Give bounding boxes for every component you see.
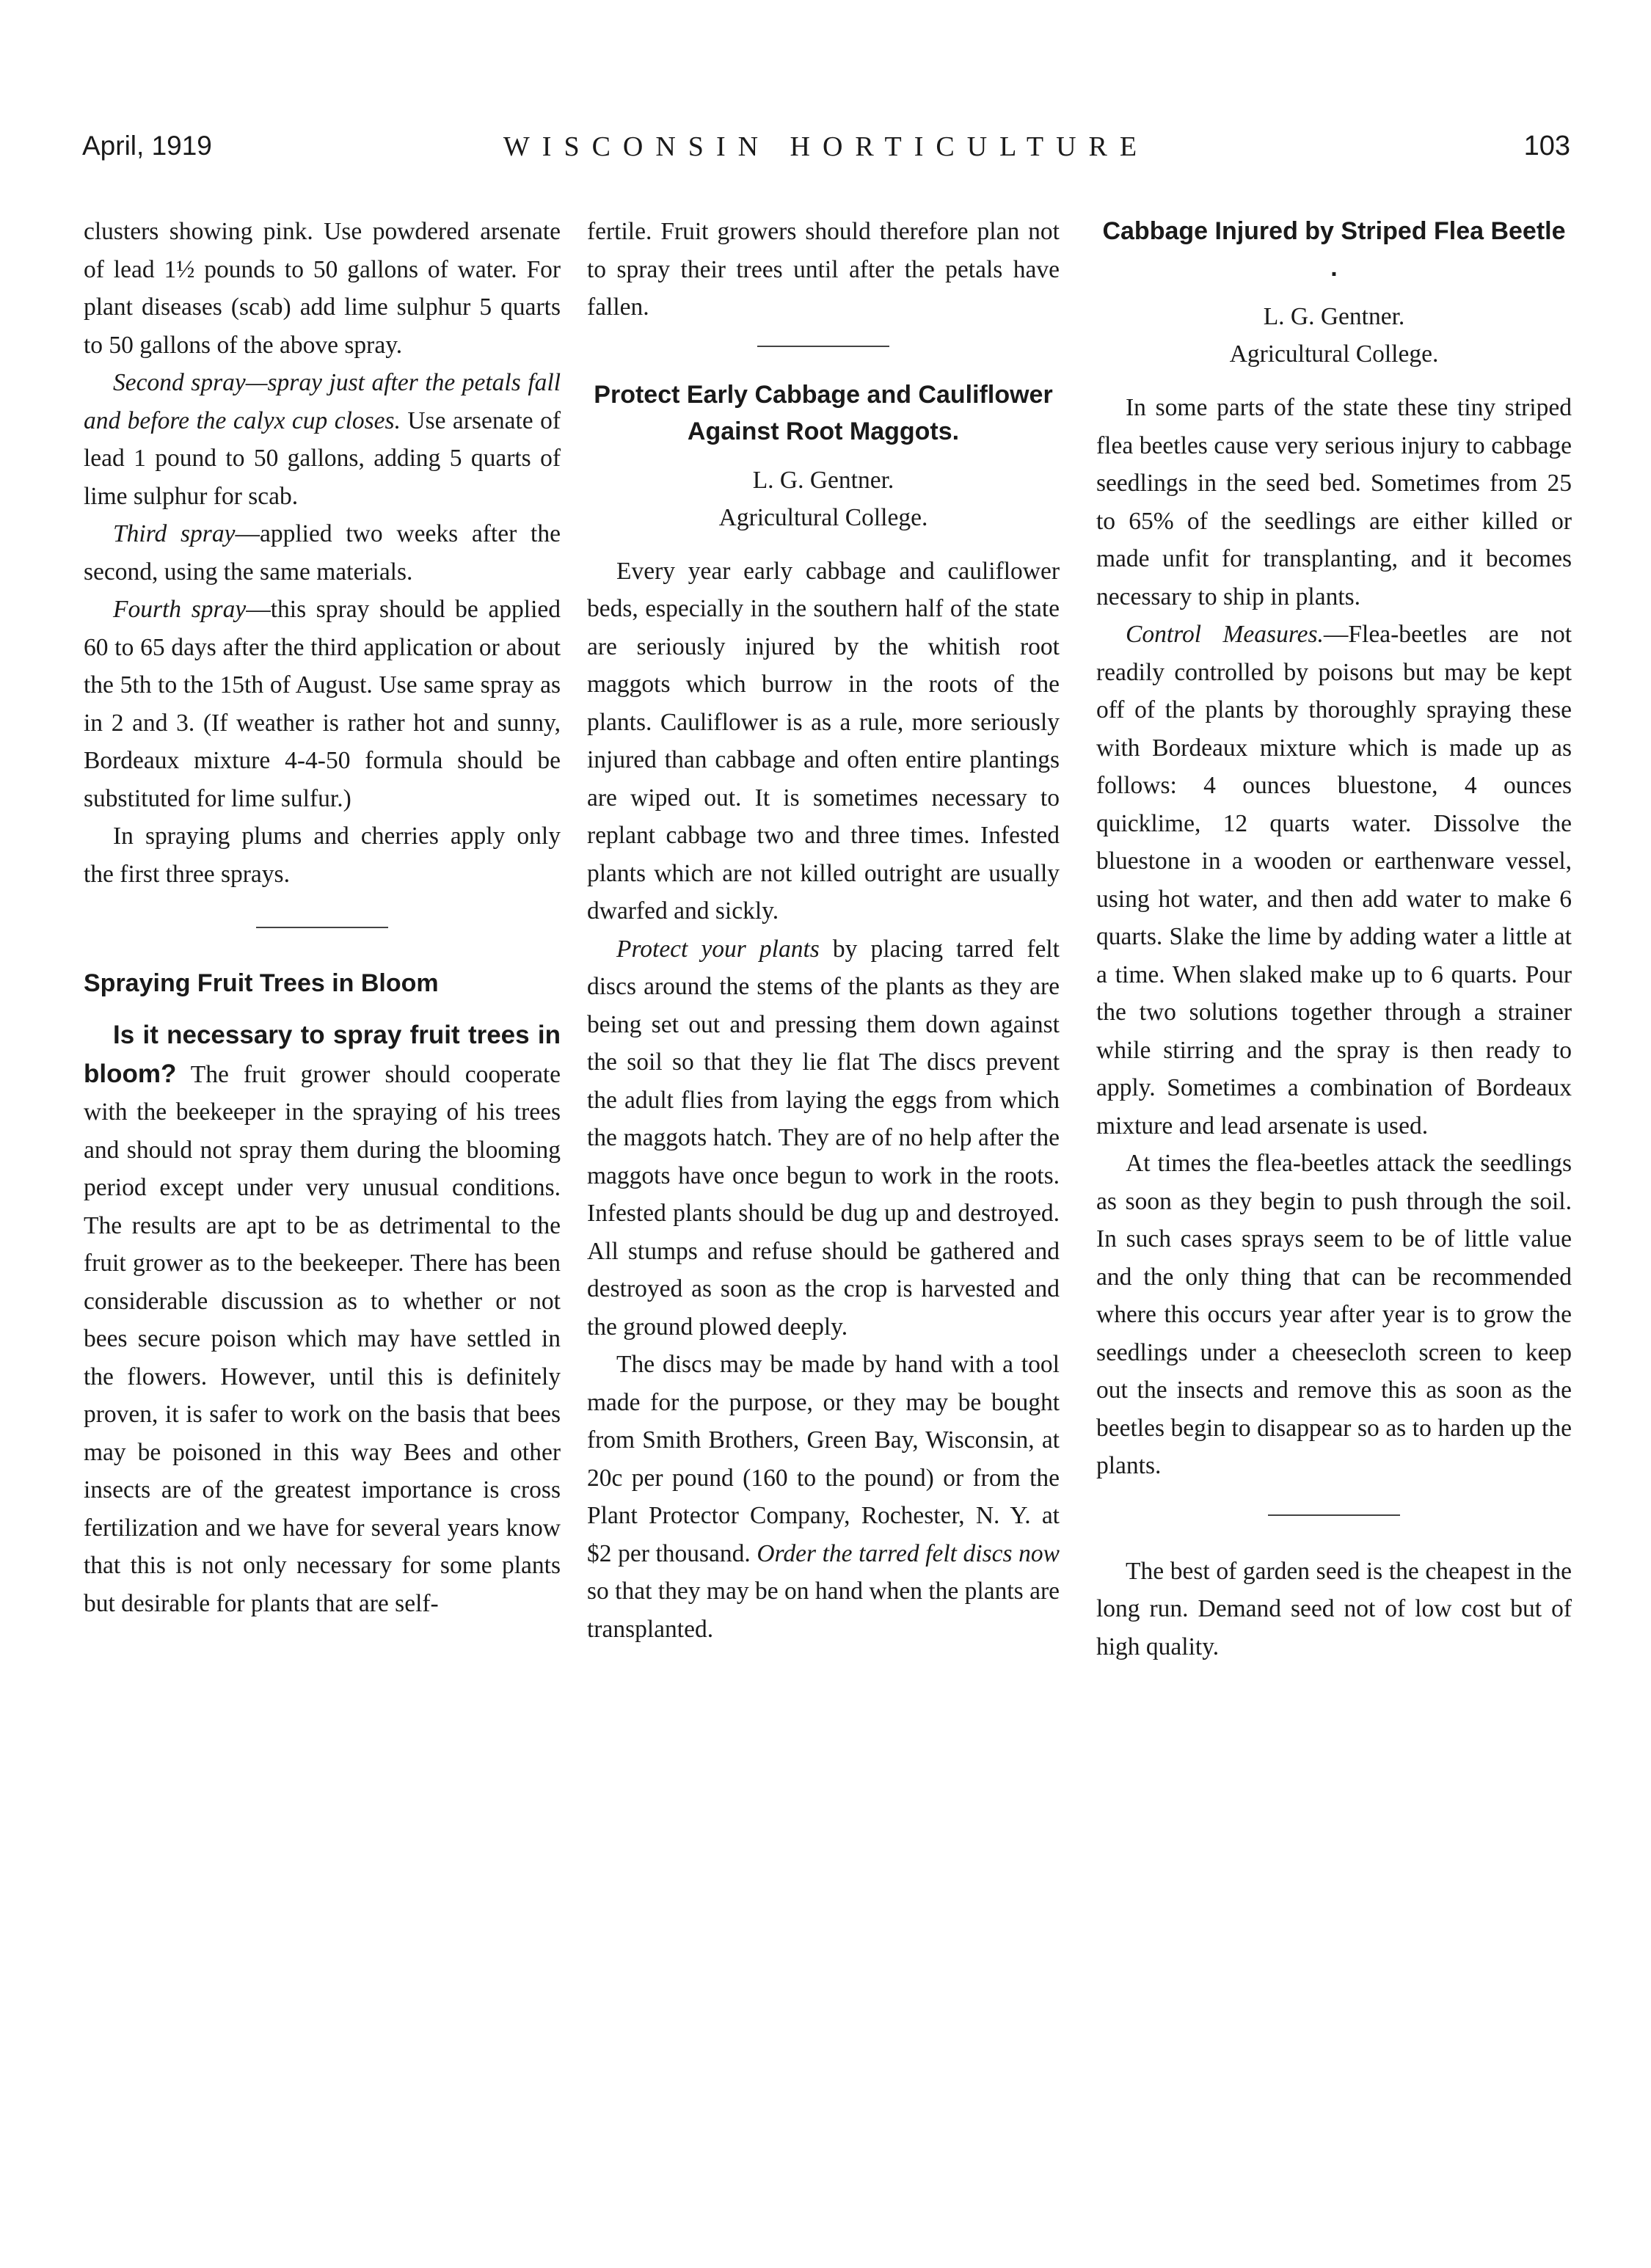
journal-title: WISCONSIN HORTICULTURE — [503, 131, 1150, 162]
article-heading: Protect Early Cabbage and Cauliflower Against Root Maggots. — [594, 380, 1053, 445]
paragraph: fertile. Fruit growers should therefore plan not to spray their trees until after the petals have fallen. — [587, 218, 1060, 321]
spray-label: Second spray—spray just after the petals fall and before the calyx cup closes. — [84, 369, 561, 434]
column-2 — [587, 213, 1060, 1648]
lead-question: Is it necessary to spray fruit trees in bloom? — [84, 1021, 561, 1088]
paragraph: Control Measures.—Flea-beetles are not readily controlled by poisons but may be kept off of the plants by thoroughly spraying these with Bordeaux mixture which is made up as follows: 4 ounces bluestone, 4 ounces quicklime, 12 quarts water. Dissolve the bluestone in a wooden or earthenware vessel, using hot water, and then add water to make 6 quarts. Slake the lime by adding water a little at a time. When slaked make up to 6 quarts. Pour the two solutions together through a strainer while stirring and the spray is then ready to apply. Sometimes a combination of Bordeaux mixture and lead arsenate is used. — [1096, 621, 1572, 1140]
page-number: 103 — [1523, 131, 1570, 161]
paragraph: Third spray—applied two weeks after the second, using the same materials. — [84, 520, 561, 586]
paragraph: Fourth spray—this spray should be applied 60 to 65 days after the third application or about the 5th to the 15th of August. Use same spray as in 2 and 3. (If weather is rather hot and sunny, Bordeaux mixture 4-4-50 formula should be substituted for lime sulfur.) — [84, 596, 561, 812]
article-heading: Cabbage Injured by Striped Flea Beetle . — [1102, 217, 1566, 282]
paragraph: Second spray—spray just after the petals fall and before the calyx cup closes. Use arsenate of lead 1 pound to 50 gallons, adding 5 quarts of lime sulphur for scab. — [84, 369, 561, 510]
paragraph: clusters showing pink. Use powdered arsenate of lead 1½ pounds to 50 gallons of water. For plant diseases (scab) add lime sulphur 5 quarts to 50 gallons of the above spray. — [84, 218, 561, 359]
paragraph: In some parts of the state these tiny striped flea beetles cause very serious injury to cabbage seedlings in the seed bed. Sometimes from 25 to 65% of the seedlings are either killed or made unfit for transplanting, and it becomes necessary to ship in plants. — [1096, 394, 1572, 610]
page-header — [82, 131, 1570, 175]
paragraph: The discs may be made by hand with a tool made for the purpose, or they may be bought from Smith Brothers, Green Bay, Wisconsin, at 20c per pound (160 to the pound) or from the Plant Protector Company, Rochester, N. Y. at $2 per thousand. Order the tarred felt discs now so that they may be on hand when the plants are transplanted. — [587, 1351, 1060, 1643]
spray-label: Fourth spray — [113, 596, 247, 623]
paragraph: Is it necessary to spray fruit trees in bloom? The fruit grower should cooperate with the beekeeper in the spraying of his trees and should not spray them during the blooming period except under very unusual conditions. The results are apt to be as detrimental to the fruit grower as to the beekeeper. There has been considerable discussion as to whether or not bees secure poison which may have settled in the flowers. However, until this is definitely proven, it is safer to work on the basis that bees may be poisoned in this way Bees and other insects are of the greatest importance is cross fertilization and we have for several years know that this is not only necessary for some plants but desirable for plants that are self- — [84, 1021, 561, 1617]
paragraph: In spraying plums and cherries apply only the first three sprays. — [84, 823, 561, 888]
author: L. G. Gentner. — [752, 466, 894, 494]
paragraph: At times the flea-beetles attack the seedlings as soon as they begin to push through the soil. In such cases sprays seem to be of little value and the only thing that can be recommended where this occurs year after year is to grow the seedlings under a cheesecloth screen to keep out the insects and remove this as soon as the beetles begin to disappear so as to harden up the plants. — [1096, 1150, 1572, 1479]
closing-note: The best of garden seed is the cheapest in the long run. Demand seed not of low cost but of high quality. — [1096, 1557, 1572, 1660]
paragraph: Protect your plants by placing tarred felt discs around the stems of the plants as they are being set out and pressing them down against the soil so that they lie flat The discs prevent the adult flies from laying the eggs from which the maggots hatch. They are of no help after the maggots have once begun to work in the roots. Infested plants should be dug up and destroyed. All stumps and refuse should be gathered and destroyed as soon as the crop is harvested and the ground plowed deeply. — [587, 935, 1060, 1341]
article-heading: Spraying Fruit Trees in Bloom — [84, 969, 439, 997]
affiliation: Agricultural College. — [1229, 340, 1439, 368]
author: L. G. Gentner. — [1263, 303, 1405, 330]
paragraph: Every year early cabbage and cauliflower beds, especially in the southern half of the state are seriously injured by the whitish root maggots which burrow in the roots of the plants. Cauliflower is as a rule, more seriously injured than cabbage and often entire plantings are wiped out. It is sometimes necessary to replant cabbage two and three times. Infested plants which are not killed outright are usually dwarfed and sickly. — [587, 557, 1060, 925]
spray-label: Third spray — [113, 520, 236, 547]
affiliation: Agricultural College. — [718, 503, 928, 531]
issue-date: April, 1919 — [82, 131, 212, 161]
column-1 — [84, 213, 561, 1622]
column-3 — [1096, 213, 1572, 1666]
